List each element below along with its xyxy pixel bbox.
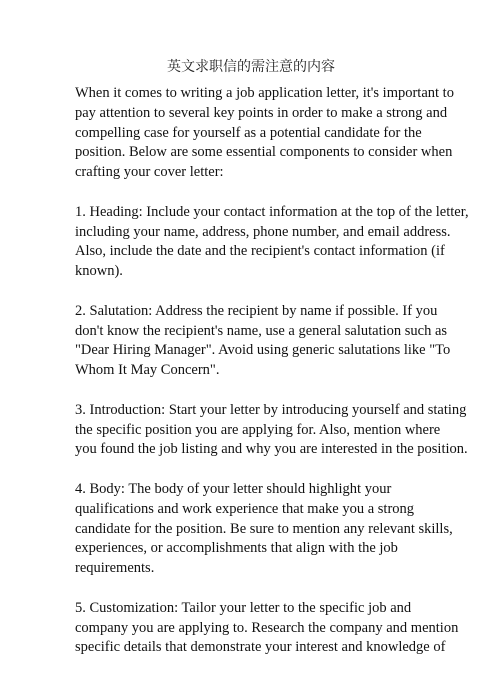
text-line: 2. Salutation: Address the recipient by name if possible. If you xyxy=(75,302,438,319)
text-line: pay attention to several key points in order to make a strong and xyxy=(75,104,448,121)
text-line: known). xyxy=(75,263,123,280)
document-title: 英文求职信的需注意的内容 xyxy=(167,60,335,75)
text-line: including your name, address, phone number, and email address. xyxy=(75,223,451,240)
text-line: 4. Body: The body of your letter should highlight your xyxy=(75,480,392,497)
text-line: candidate for the position. Be sure to mention any relevant skills, xyxy=(75,520,453,537)
text-line: 1. Heading: Include your contact information at the top of the letter, xyxy=(75,203,469,220)
text-line: position. Below are some essential components to consider when xyxy=(75,144,453,161)
text-line: "Dear Hiring Manager". Avoid using generic salutations like "To xyxy=(75,342,451,359)
text-line: you found the job listing and why you are interested in the position. xyxy=(75,441,468,458)
text-line: 3. Introduction: Start your letter by introducing yourself and stating xyxy=(75,401,467,418)
text-line: 5. Customization: Tailor your letter to the specific job and xyxy=(75,599,412,616)
text-line: requirements. xyxy=(75,560,155,577)
introduction-paragraph xyxy=(75,401,468,460)
text-line: When it comes to writing a job application letter, it's important to xyxy=(75,85,454,101)
text-line: Whom It May Concern". xyxy=(75,362,220,379)
text-line: specific details that demonstrate your interest and knowledge of xyxy=(75,639,446,656)
body-paragraph xyxy=(75,480,453,579)
text-line: the specific position you are applying for. Also, mention where xyxy=(75,421,441,438)
salutation-paragraph xyxy=(75,302,451,381)
document-body xyxy=(75,84,469,678)
text-line: compelling case for yourself as a potential candidate for the xyxy=(75,124,422,141)
text-line: Also, include the date and the recipient's contact information (if xyxy=(75,243,445,260)
heading-paragraph xyxy=(75,203,469,282)
text-line: qualifications and work experience that make you a strong xyxy=(75,500,415,517)
text-line: company you are applying to. Research the company and mention xyxy=(75,619,459,636)
intro-paragraph xyxy=(75,84,454,183)
text-line: don't know the recipient's name, use a general salutation such as xyxy=(75,322,448,339)
text-line: experiences, or accomplishments that align with the job xyxy=(75,540,398,557)
customization-paragraph xyxy=(75,599,459,658)
text-line: crafting your cover letter: xyxy=(75,164,224,181)
